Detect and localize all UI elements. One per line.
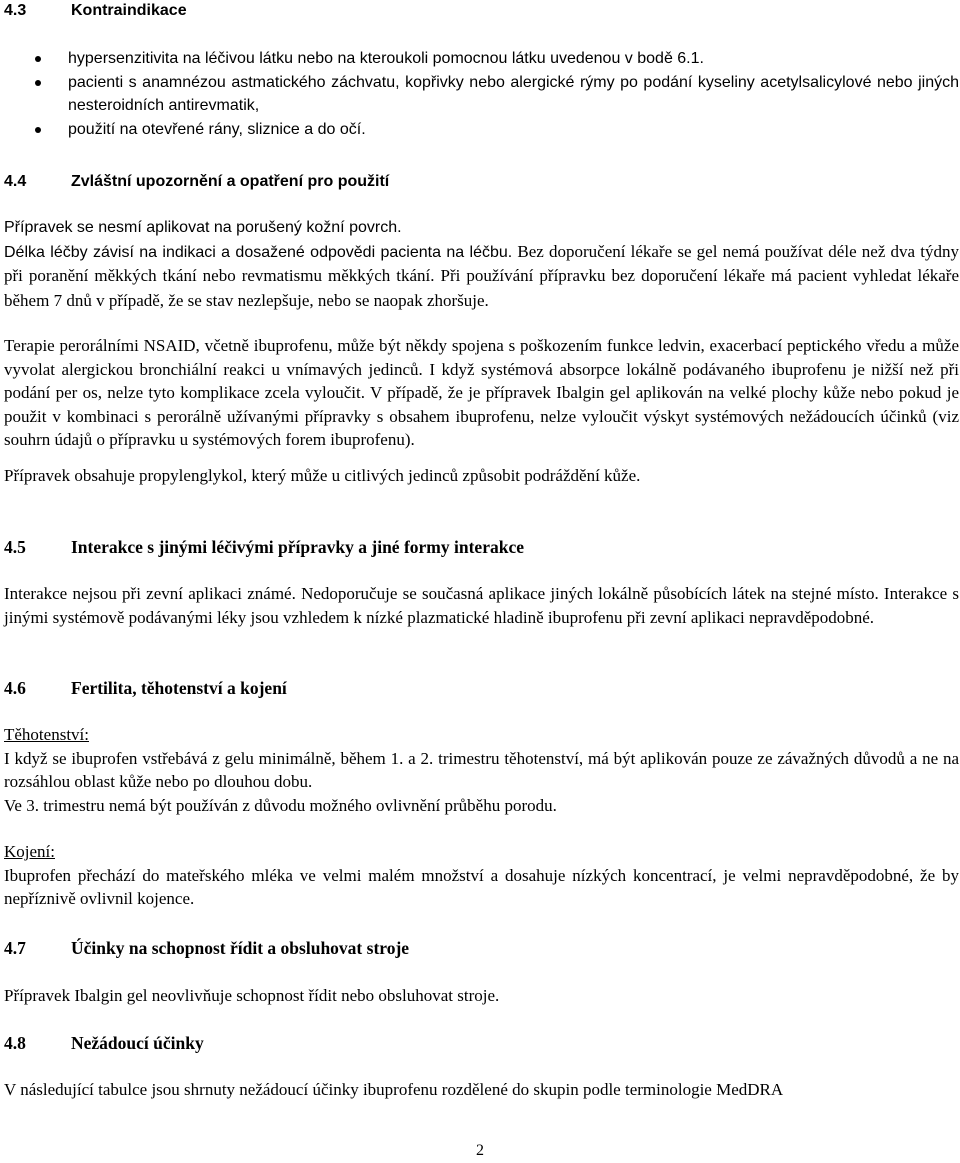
- bullet-icon: [35, 56, 41, 62]
- section-number: 4.7: [4, 938, 26, 958]
- paragraph: Délka léčby závisí na indikaci a dosažené odpovědi pacienta na léčbu. Bez doporučení lékaře se gel nemá používat déle než dva týdny při poranění měkkých tkání nebo revmatismu měkkých tkání. Při používání přípravku bez doporučení lékaře má pacient vyhledat lékaře během 7 dnů v případě, že se stav nezlepšuje, nebo se naopak zhoršuje.: [4, 241, 959, 310]
- section-number: 4.4: [4, 173, 27, 190]
- paragraph: Ibuprofen přechází do mateřského mléka ve velmi malém množství a dosahuje nízkých koncentrací, je velmi nepravděpodobné, že by nepříznivě ovlivnil kojence.: [4, 865, 959, 908]
- paragraph: Terapie perorálními NSAID, včetně ibuprofenu, může být někdy spojena s poškozením funkce ledvin, exacerbací peptického vředu a může vyvolat alergickou bronchiální reakci u vnímavých jedinců. I když systémová absorpce lokálně podávaného ibuprofenu je nižší než při podání per os, nelze tyto komplikace zcela vyloučit. V případě, že je přípravek Ibalgin gel aplikován na velké plochy kůže nebo pokud je použit v kombinaci s perorálně užívanými přípravky s obsahem ibuprofenu, nelze vyloučit výskyt systémových nežádoucích účinků (viz souhrn údajů o přípravku u systémových forem ibuprofenu).: [4, 336, 959, 449]
- bullet-icon: [35, 127, 41, 133]
- section-heading-4-6: [4, 677, 287, 701]
- section-heading-4-4: [4, 170, 389, 194]
- section-heading-4-5: [4, 536, 524, 560]
- section-title: Kontraindikace: [71, 2, 187, 19]
- list-item: hypersenzitivita na léčivou látku nebo na kteroukoli pomocnou látku uvedenou v bodě 6.1.: [4, 47, 959, 71]
- section-title: Zvláštní upozornění a opatření pro použití: [71, 173, 390, 190]
- section-body-4-8: [4, 1078, 959, 1102]
- paragraph: Ve 3. trimestru nemá být používán z důvodu možného ovlivnění průběhu porodu.: [4, 795, 557, 815]
- section-number: 4.8: [4, 1033, 26, 1053]
- section-title: Fertilita, těhotenství a kojení: [71, 678, 287, 698]
- section-title: Interakce s jinými léčivými přípravky a jiné formy interakce: [71, 537, 524, 557]
- subheading-pregnancy: Těhotenství:: [4, 725, 89, 744]
- section-number: 4.3: [4, 2, 27, 19]
- section-body-4-5: [4, 582, 959, 629]
- section-body-4-6: [4, 723, 959, 911]
- section-heading-4-8: [4, 1032, 204, 1056]
- list-item: použití na otevřené rány, sliznice a do očí.: [4, 118, 959, 142]
- subheading-lactation: Kojení:: [4, 842, 55, 861]
- section-heading-4-7: [4, 937, 409, 961]
- page-number: 2: [476, 1142, 484, 1159]
- paragraph: Přípravek obsahuje propylenglykol, který může u citlivých jedinců způsobit podráždění kůže.: [4, 465, 641, 485]
- paragraph: I když se ibuprofen vstřebává z gelu minimálně, během 1. a 2. trimestru těhotenství, má být aplikován pouze ze závažných důvodů a ne na rozsáhlou oblast kůže nebo po dlouhou dobu.: [4, 748, 959, 791]
- paragraph: Interakce nejsou při zevní aplikaci známé. Nedoporučuje se současná aplikace jiných lokálně působících látek na stejné místo. Interakce s jinými systémově podávanými léky jsou vzhledem k nízké plazmatické hladině ibuprofenu při zevní aplikaci nepravděpodobné.: [4, 584, 959, 627]
- section-title: Účinky na schopnost řídit a obsluhovat stroje: [71, 938, 410, 958]
- paragraph: Přípravek se nesmí aplikovat na porušený kožní povrch.: [4, 219, 402, 236]
- section-number: 4.5: [4, 537, 26, 557]
- paragraph: V následující tabulce jsou shrnuty nežádoucí účinky ibuprofenu rozdělené do skupin podle terminologie MedDRA: [4, 1080, 784, 1099]
- section-number: 4.6: [4, 678, 26, 698]
- section-body-4-4: [4, 216, 959, 313]
- list-item: pacienti s anamnézou astmatického záchvatu, kopřivky nebo alergické rýmy po podání kyseliny acetylsalicylové nebo jiných nesteroidních antirevmatik,: [4, 71, 959, 118]
- bullet-icon: [35, 80, 41, 86]
- section-title: Nežádoucí účinky: [71, 1033, 204, 1053]
- contraindications-list: [4, 47, 959, 141]
- section-body-4-4-cont: [4, 334, 959, 487]
- paragraph: Přípravek Ibalgin gel neovlivňuje schopnost řídit nebo obsluhovat stroje.: [4, 986, 500, 1005]
- section-body-4-7: [4, 984, 959, 1008]
- section-heading-4-3: [4, 0, 187, 23]
